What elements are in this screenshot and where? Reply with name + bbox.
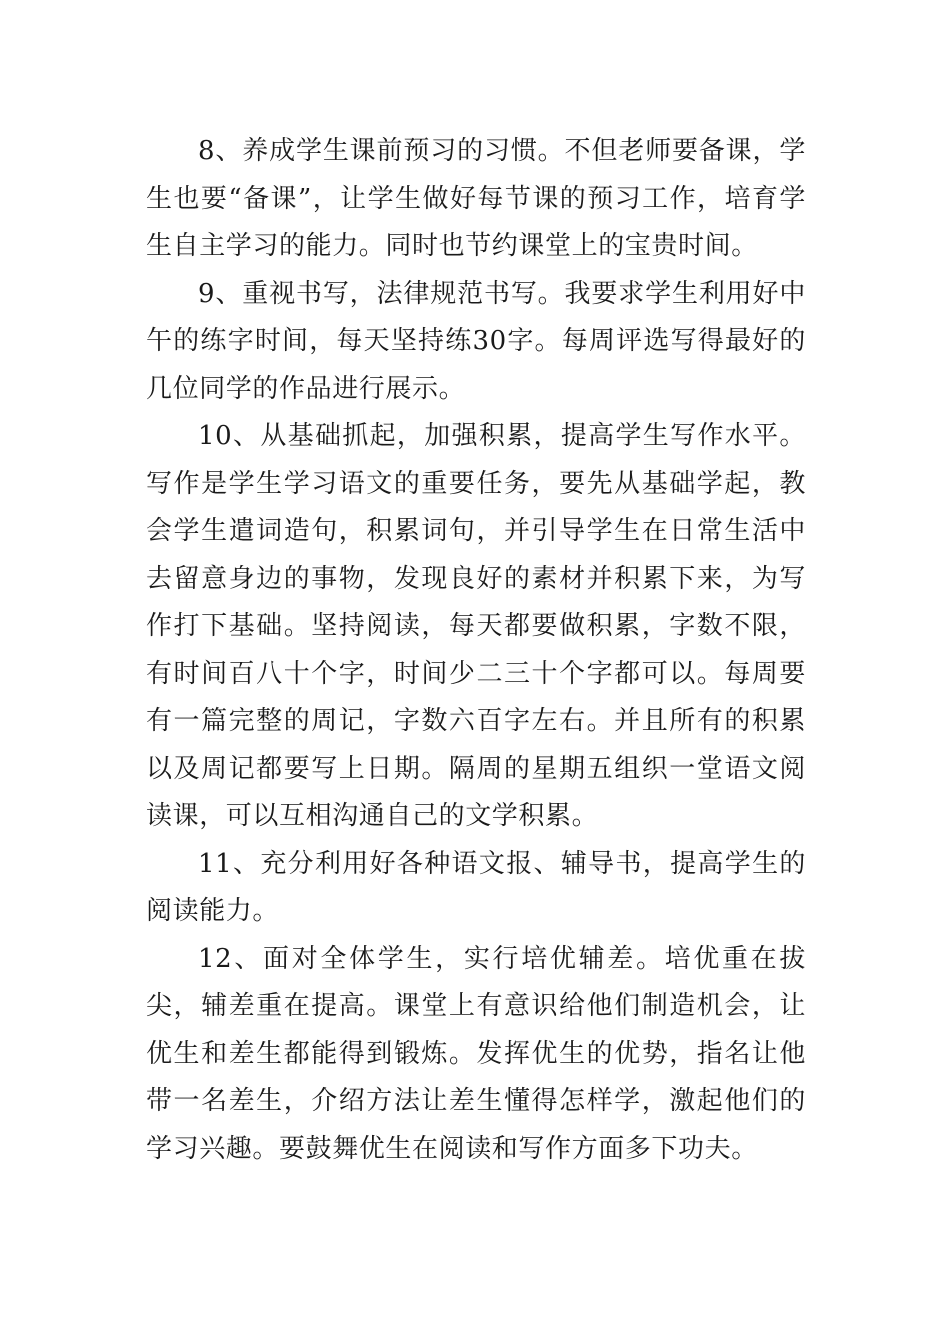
paragraph-item-8: 8、养成学生课前预习的习惯。不但老师要备课，学生也要“备课”，让学生做好每节课的预习工作，培育学生自主学习的能力。同时也节约课堂上的宝贵时间。: [146, 136, 806, 261]
paragraph-item-9: 9、重视书写，法律规范书写。我要求学生利用好中午的练字时间，每天坚持练30字。每周评选写得最好的几位同学的作品进行展示。: [146, 278, 806, 404]
document-body: [146, 128, 806, 1173]
paragraph-item-12: 12、面对全体学生，实行培优辅差。培优重在拔尖，辅差重在提高。课堂上有意识给他们制造机会，让优生和差生都能得到锻炼。发挥优生的优势，指名让他带一名差生，介绍方法让差生懂得怎样学，激起他们的学习兴趣。要鼓舞优生在阅读和写作方面多下功夫。: [146, 943, 806, 1164]
paragraph-item-11: 11、充分利用好各种语文报、辅导书，提高学生的阅读能力。: [146, 848, 806, 926]
paragraph-item-10: 10、从基础抓起，加强积累，提高学生写作水平。写作是学生学习语文的重要任务，要先从基础学起，教会学生遣词造句，积累词句，并引导学生在日常生活中去留意身边的事物，发现良好的素材并积累下来，为写作打下基础。坚持阅读，每天都要做积累，字数不限，有时间百八十个字，时间少二三十个字都可以。每周要有一篇完整的周记，字数六百字左右。并且所有的积累以及周记都要写上日期。隔周的星期五组织一堂语文阅读课，可以互相沟通自己的文学积累。: [146, 421, 806, 831]
